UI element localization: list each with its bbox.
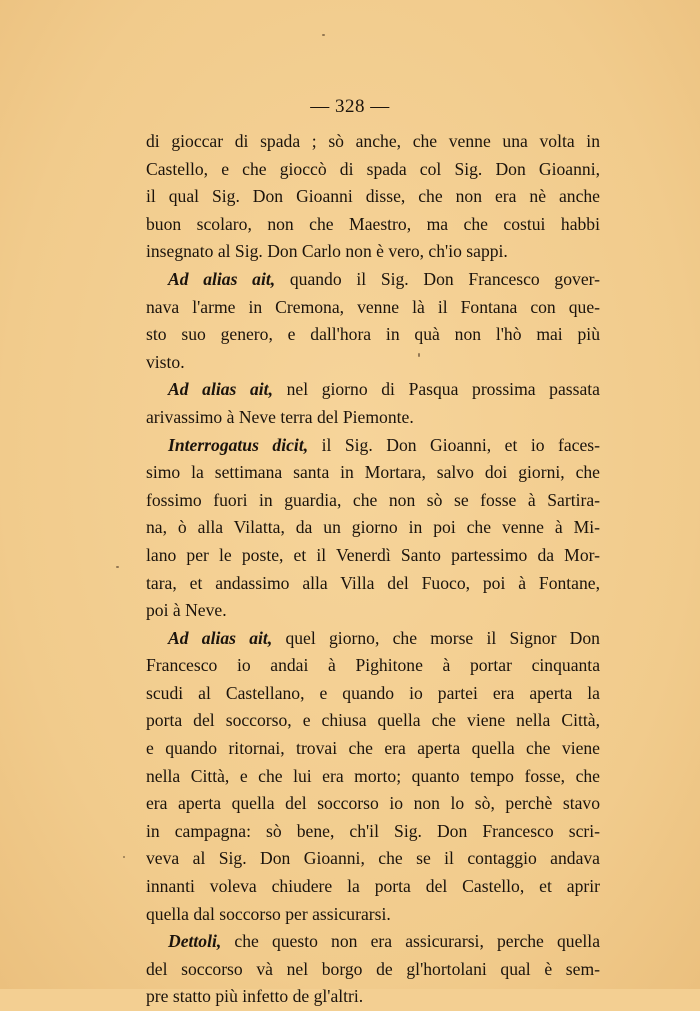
page-number: — 328 — bbox=[310, 96, 390, 117]
paper-speck bbox=[418, 353, 420, 357]
body-text bbox=[146, 128, 600, 1011]
text-line-rest: il Sig. Don Gioanni, et io faces- bbox=[308, 434, 601, 455]
text-line: lano per le poste, et il Venerdì Santo partessimo da Mor- bbox=[146, 544, 600, 565]
text-line bbox=[146, 432, 600, 460]
text-line bbox=[146, 266, 600, 294]
text-line bbox=[146, 928, 600, 956]
text-line-rest: quel giorno, che morse il Signor Don bbox=[272, 627, 600, 648]
text-line-rest: nel giorno di Pasqua prossima passata bbox=[272, 379, 600, 400]
text-line: innanti voleva chiudere la porta del Castello, et aprir bbox=[146, 876, 600, 897]
paper-speck bbox=[123, 856, 125, 858]
text-line: del soccorso và nel borgo de gl'hortolani qual è sem- bbox=[146, 958, 600, 979]
text-line: il qual Sig. Don Gioanni disse, che non era nè anche bbox=[146, 186, 600, 207]
paper-speck bbox=[322, 34, 325, 36]
paragraph-3 bbox=[146, 376, 600, 431]
text-line: pre statto più infetto de gl'altri. bbox=[146, 986, 364, 1007]
paragraph-lead: Interrogatus dicit, bbox=[168, 434, 309, 455]
paragraph-lead: Ad alias ait, bbox=[168, 268, 276, 289]
text-line bbox=[146, 376, 600, 404]
paragraph-5 bbox=[146, 625, 600, 929]
text-line: nella Città, e che lui era morto; quanto tempo fosse, che bbox=[146, 765, 600, 786]
paragraph-1 bbox=[146, 128, 600, 266]
text-line: tara, et andassimo alla Villa del Fuoco, poi à Fontane, bbox=[146, 572, 600, 593]
text-line: quella dal soccorso per assicurarsi. bbox=[146, 903, 391, 924]
paragraph-lead: Dettoli, bbox=[168, 931, 222, 952]
text-line: nava l'arme in Cremona, venne là il Fontana con que- bbox=[146, 296, 600, 317]
text-line: di gioccar di spada ; sò anche, che venne una volta in bbox=[146, 131, 600, 151]
paragraph-4 bbox=[146, 432, 600, 625]
paragraph-lead: Ad alias ait, bbox=[168, 379, 273, 400]
text-line: e quando ritornai, trovai che era aperta quella che viene bbox=[146, 738, 600, 759]
text-line: poi à Neve. bbox=[146, 600, 227, 621]
text-line: sto suo genero, e dall'hora in quà non l'hò mai più bbox=[146, 324, 600, 345]
text-line: veva al Sig. Don Gioanni, che se il contaggio andava bbox=[146, 848, 600, 869]
text-line: visto. bbox=[146, 351, 185, 372]
paper-speck bbox=[116, 566, 119, 568]
text-line-rest: che questo non era assicurarsi, perche quella bbox=[221, 931, 600, 952]
paragraph-2 bbox=[146, 266, 600, 376]
text-line-rest: quando il Sig. Don Francesco gover- bbox=[275, 268, 600, 289]
text-line: Castello, e che gioccò di spada col Sig. Don Gioanni, bbox=[146, 158, 600, 179]
text-line: porta del soccorso, e chiusa quella che viene nella Città, bbox=[146, 710, 600, 731]
text-line: scudi al Castellano, e quando io partei era aperta la bbox=[146, 682, 600, 703]
paragraph-6 bbox=[146, 928, 600, 1011]
text-line: era aperta quella del soccorso io non lo sò, perchè stavo bbox=[146, 793, 600, 814]
text-line: fossimo fuori in guardia, che non sò se fosse à Sartira- bbox=[146, 489, 600, 510]
paragraph-lead: Ad alias ait, bbox=[168, 627, 273, 648]
text-line bbox=[146, 625, 600, 653]
text-line: in campagna: sò bene, ch'il Sig. Don Francesco scri- bbox=[146, 820, 600, 841]
text-line: buon scolaro, non che Maestro, ma che costui habbi bbox=[146, 213, 600, 234]
text-line: insegnato al Sig. Don Carlo non è vero, ch'io sappi. bbox=[146, 241, 508, 262]
text-line: Francesco io andai à Pighitone à portar cinquanta bbox=[146, 655, 600, 676]
text-line: simo la settimana santa in Mortara, salvo doi giorni, che bbox=[146, 462, 600, 483]
text-line: arivassimo à Neve terra del Piemonte. bbox=[146, 406, 414, 427]
text-line: na, ò alla Vilatta, da un giorno in poi che venne à Mi- bbox=[146, 517, 600, 538]
